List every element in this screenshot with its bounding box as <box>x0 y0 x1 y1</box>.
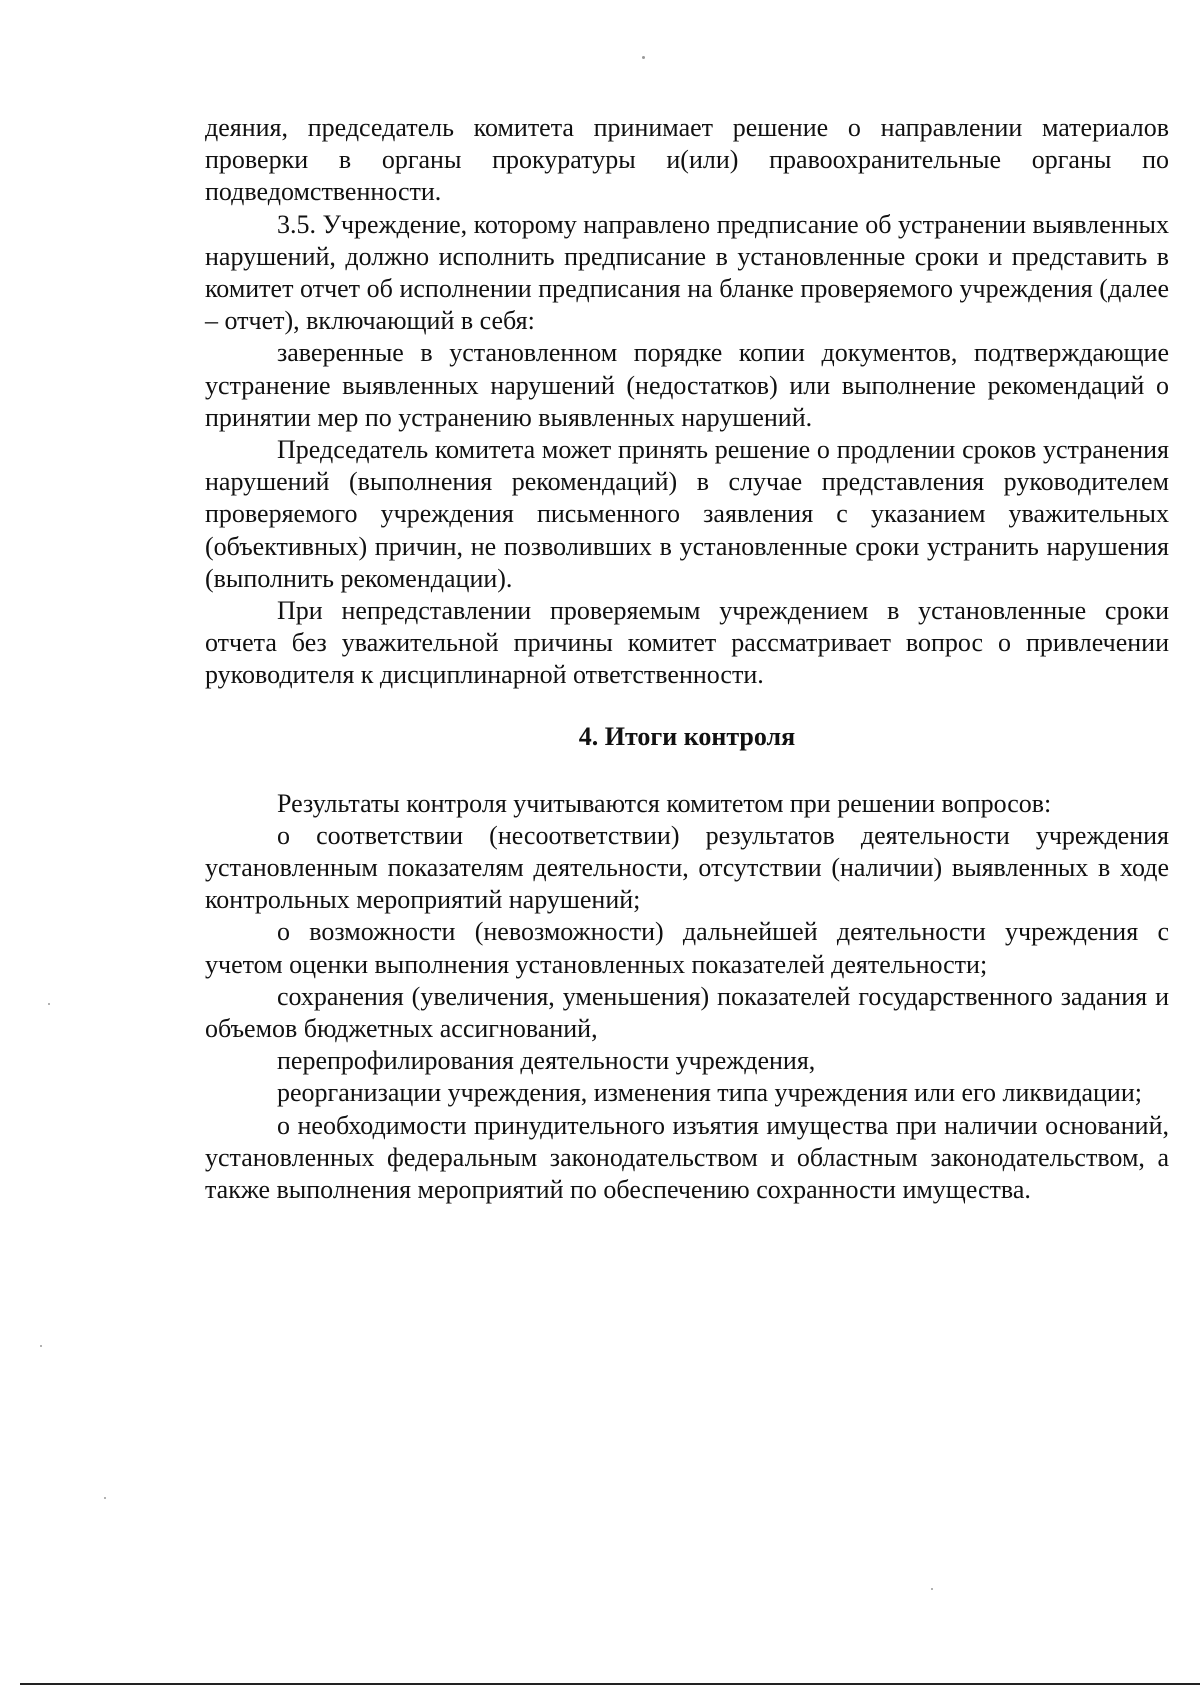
scan-speck <box>40 1345 42 1347</box>
section-heading: 4. Итоги контроля <box>578 721 796 751</box>
paragraph-results-intro: Результаты контроля учитываются комитетом при решении вопросов: <box>277 788 1052 818</box>
paragraph-disciplinary: При непредставлении проверяемым учреждением в установленные сроки отчета без уважительной причины комитет рассматривает вопрос о привлечении руководителя к дисциплинарной ответственности. <box>205 596 1169 690</box>
paragraph-compliance: о соответствии (несоответствии) результатов деятельности учреждения установленным показателям деятельности, отсутствии (наличии) выявленных в ходе контрольных мероприятий нарушений; <box>205 820 1169 915</box>
scan-speck <box>931 1588 933 1590</box>
paragraph-deadline-extension: Председатель комитета может принять решение о продлении сроков устранения нарушений (выполнения рекомендаций) в случае представления руководителем проверяемого учреждения письменного заявления с указанием уважительных (объективных) причин, не позволивших в установленные сроки устранить нарушения (выполнить рекомендации). <box>205 435 1169 593</box>
paragraph-reprofiling: перепрофилирования деятельности учреждения, <box>277 1046 816 1076</box>
scan-speck <box>642 56 645 59</box>
paragraph-state-assignment: сохранения (увеличения, уменьшения) показателей государственного задания и объемов бюджетных ассигнований, <box>205 981 1169 1044</box>
paragraph-3-5: 3.5. Учреждение, которому направлено предписание об устранении выявленных нарушений, должно исполнить предписание в установленные сроки и представить в комитет отчет об исполнении предписания на бланке проверяемого учреждения (далее – отчет), включающий в себя: <box>205 209 1169 336</box>
paragraph-possibility: о возможности (невозможности) дальнейшей деятельности учреждения с учетом оценки выполнения установленных показателей деятельности; <box>205 917 1169 979</box>
paragraph-reorganization: реорганизации учреждения, изменения типа учреждения или его ликвидации; <box>277 1078 1142 1108</box>
scan-speck <box>48 1003 50 1005</box>
paragraph-certified-copies: заверенные в установленном порядке копии документов, подтверждающие устранение выявленных нарушений (недостатков) или выполнение рекомендаций о принятии мер по устранению выявленных нарушений. <box>205 338 1169 432</box>
scan-speck <box>104 1497 106 1499</box>
document-body <box>205 112 1169 1206</box>
paragraph-property-seizure: о необходимости принудительного изъятия имущества при наличии оснований, установленных федеральным законодательством и областным законодательством, а также выполнения мероприятий по обеспечению сохранности имущества. <box>205 1110 1169 1205</box>
page-bottom-rule <box>20 1683 1200 1685</box>
paragraph-continuation: деяния, председатель комитета принимает решение о направлении материалов проверки в органы прокуратуры и(или) правоохранительные органы по подведомственности. <box>205 113 1169 207</box>
